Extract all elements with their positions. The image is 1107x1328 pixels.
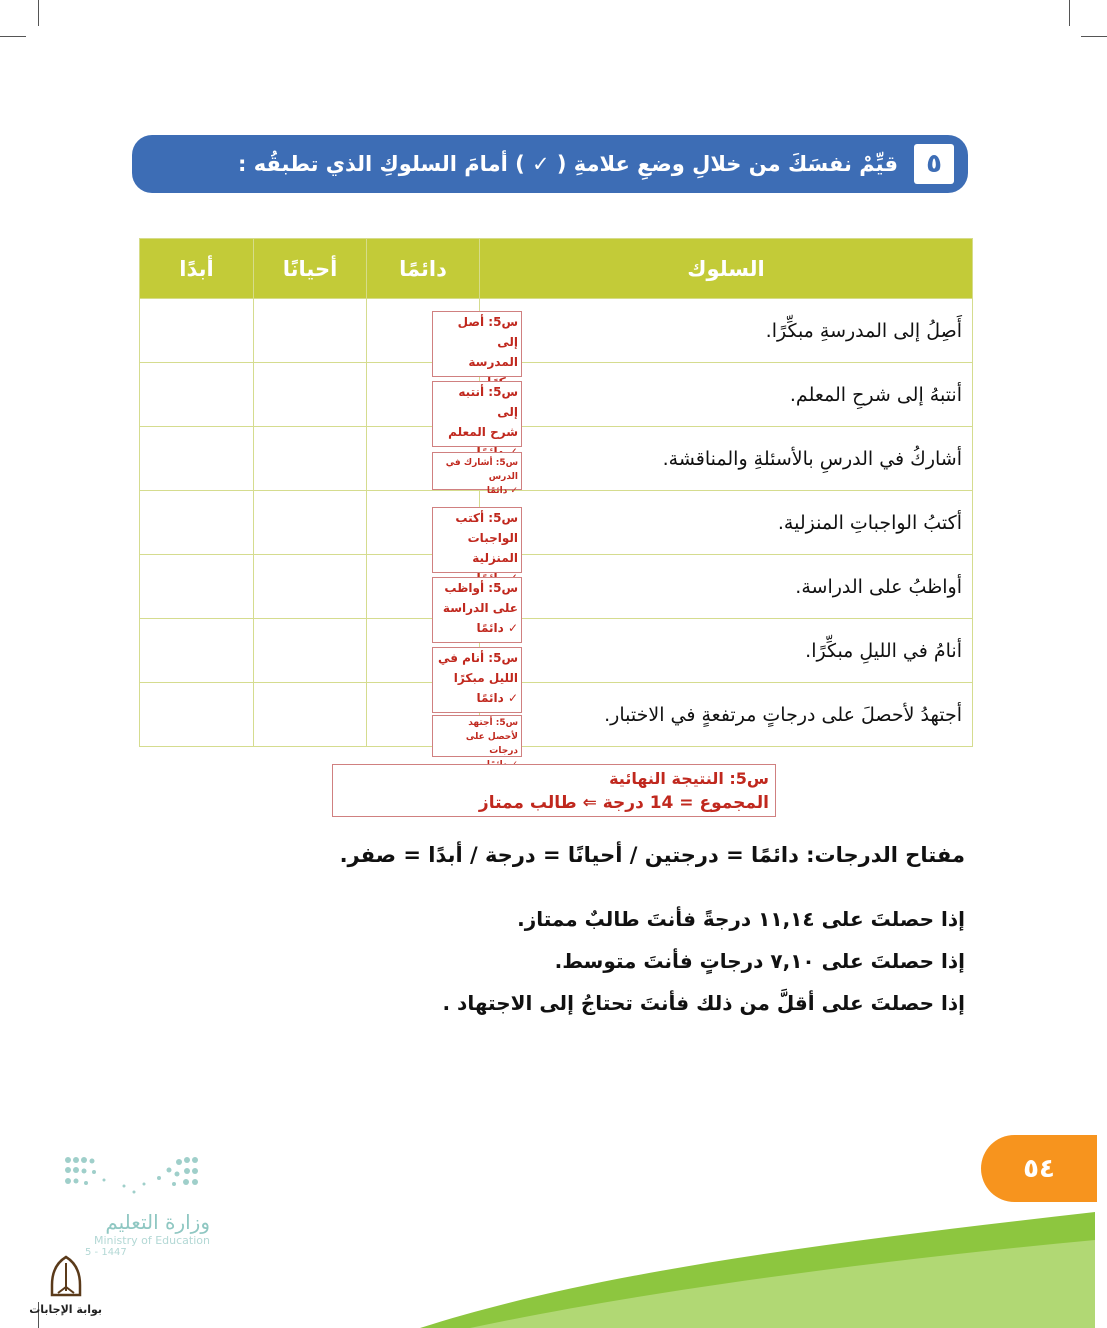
note-line: على الدراسة xyxy=(442,601,518,615)
note-line: س5: أجتهد لأحصل على xyxy=(465,718,518,742)
final-result-title: س5: النتيجة النهائية xyxy=(609,769,769,788)
note-line: س5: أصل إلى xyxy=(457,315,518,349)
header-behavior: السلوك xyxy=(480,239,973,299)
never-cell[interactable] xyxy=(140,555,254,619)
table-row xyxy=(140,555,973,619)
behavior-cell: أنتبهُ إلى شرحِ المعلم. xyxy=(480,363,973,427)
note-line: س5: أنام في xyxy=(438,651,518,665)
sometimes-cell[interactable] xyxy=(254,491,367,555)
answer-note xyxy=(432,507,522,573)
sometimes-cell[interactable] xyxy=(254,363,367,427)
behavior-table xyxy=(139,238,973,747)
answer-note xyxy=(432,577,522,643)
final-result-box xyxy=(332,764,776,817)
answer-note xyxy=(432,452,522,496)
crop-mark xyxy=(1081,36,1107,37)
ministry-logo xyxy=(60,1210,210,1258)
answer-note xyxy=(432,715,522,757)
note-line: س5: أنتبه إلى xyxy=(458,385,518,419)
note-line: الليل مبكرًا xyxy=(453,671,518,685)
answer-note xyxy=(432,647,522,713)
header-sometimes: أحيانًا xyxy=(254,239,367,299)
never-cell[interactable] xyxy=(140,299,254,363)
sometimes-cell[interactable] xyxy=(254,683,367,747)
table-row xyxy=(140,299,973,363)
ministry-year: 5 - 1447 xyxy=(85,1247,127,1258)
ministry-name-ar: وزارة التعليم xyxy=(105,1210,210,1234)
result-line: إذا حصلتَ على ١١,١٤ درجةً فأنتَ طالبٌ ممتاز. xyxy=(517,907,965,931)
sometimes-cell[interactable] xyxy=(254,299,367,363)
crop-mark xyxy=(38,0,39,26)
sometimes-cell[interactable] xyxy=(254,555,367,619)
question-number: ٥ xyxy=(914,144,954,184)
book-pen-icon xyxy=(46,1255,86,1299)
note-line: س5: أكتب xyxy=(455,511,518,525)
behavior-cell: أَصِلُ إلى المدرسةِ مبكِّرًا. xyxy=(480,299,973,363)
note-check: ✓ دائمًا xyxy=(476,691,518,705)
table-row xyxy=(140,619,973,683)
note-line: الواجبات المنزلية xyxy=(467,531,518,565)
result-line: إذا حصلتَ على أقلَّ من ذلك فأنتَ تحتاجُ إلى الاجتهاد . xyxy=(442,991,965,1015)
ministry-name-en: Ministry of Education xyxy=(93,1234,210,1247)
behavior-cell: أشاركُ في الدرسِ بالأسئلةِ والمناقشة. xyxy=(480,427,973,491)
note-line: س5: أشارك في الدرس xyxy=(445,458,518,482)
ministry-logo-dots-icon xyxy=(64,1156,199,1196)
header-never: أبدًا xyxy=(140,239,254,299)
behavior-cell: أنامُ في الليلِ مبكِّرًا. xyxy=(480,619,973,683)
note-line: المدرسة xyxy=(468,355,518,369)
crop-mark xyxy=(1069,0,1070,26)
grading-key: مفتاح الدرجات: دائمًا = درجتين / أحيانًا = درجة / أبدًا = صفر. xyxy=(339,843,965,867)
sometimes-cell[interactable] xyxy=(254,427,367,491)
watermark-caption: بوابة الإجابات xyxy=(29,1303,102,1316)
result-line: إذا حصلتَ على ٧,١٠ درجاتٍ فأنتَ متوسط. xyxy=(554,949,965,973)
crop-mark xyxy=(0,36,26,37)
header-always: دائمًا xyxy=(367,239,480,299)
table-row xyxy=(140,363,973,427)
watermark-logo xyxy=(30,1255,102,1316)
table-header-row xyxy=(140,239,973,299)
page-number: ٥٤ xyxy=(981,1135,1097,1202)
never-cell[interactable] xyxy=(140,683,254,747)
question-banner xyxy=(132,135,968,193)
behavior-cell: أكتبُ الواجباتِ المنزلية. xyxy=(480,491,973,555)
table-row xyxy=(140,683,973,747)
final-result-total: المجموع = 14 درجة ⇐ طالب ممتاز xyxy=(478,793,769,813)
note-check: ✓ دائمًا xyxy=(486,486,518,496)
question-title: قيِّمْ نفسَكَ من خلالِ وضعِ علامةِ ( ✓ ) أمامَ السلوكِ الذي تطبقُه : xyxy=(237,152,898,176)
never-cell[interactable] xyxy=(140,491,254,555)
table-row xyxy=(140,491,973,555)
note-line: س5: أواظب xyxy=(444,581,518,595)
note-line: شرح المعلم xyxy=(448,425,518,439)
behavior-cell: أواظبُ على الدراسة. xyxy=(480,555,973,619)
answer-note xyxy=(432,311,522,377)
note-line: درجات xyxy=(489,746,518,756)
never-cell[interactable] xyxy=(140,427,254,491)
note-check: ✓ دائمًا xyxy=(476,621,518,635)
never-cell[interactable] xyxy=(140,619,254,683)
sometimes-cell[interactable] xyxy=(254,619,367,683)
answer-note xyxy=(432,381,522,447)
behavior-cell: أجتهدُ لأحصلَ على درجاتٍ مرتفعةٍ في الاختبار. xyxy=(480,683,973,747)
never-cell[interactable] xyxy=(140,363,254,427)
table-row xyxy=(140,427,973,491)
